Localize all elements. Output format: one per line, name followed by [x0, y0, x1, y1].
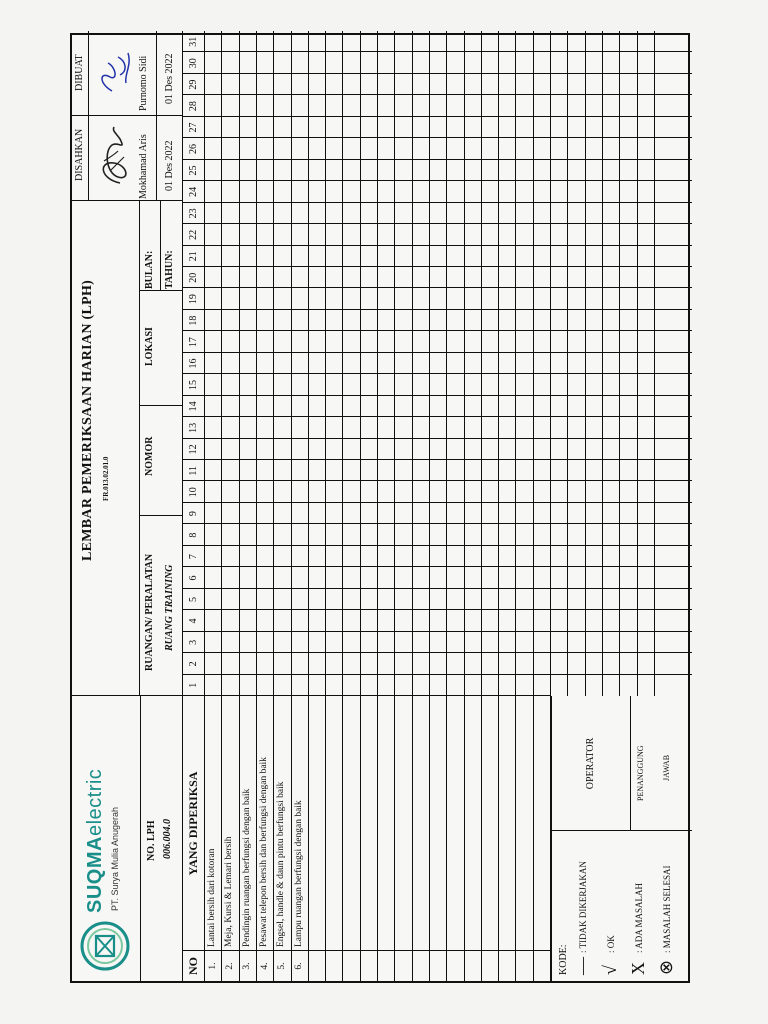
- day-header-18: 18: [187, 315, 199, 326]
- lph-form: [70, 33, 690, 983]
- day-header-3: 3: [187, 639, 199, 645]
- no-lph-label: NO. LPH: [146, 820, 157, 861]
- item-number: 1.: [207, 962, 218, 970]
- code-label: : ADA MASALAH: [634, 882, 644, 953]
- day-header-31: 31: [187, 36, 199, 47]
- code-label: : TIDAK DIKERJAKAN: [578, 861, 588, 953]
- day-header-12: 12: [187, 444, 199, 455]
- nomor-label: NOMOR: [144, 436, 155, 476]
- day-header-19: 19: [187, 294, 199, 305]
- item-text: Engsel, handle & daun pintu berfungsi baik: [276, 781, 287, 947]
- day-header-22: 22: [187, 229, 199, 240]
- day-header-26: 26: [187, 144, 199, 154]
- item-number: 6.: [294, 962, 305, 970]
- circled-cross-icon: ⊗: [656, 959, 676, 975]
- disahkan-date: 01 Des 2022: [164, 140, 175, 191]
- item-number: 5.: [276, 962, 287, 970]
- day-header-2: 2: [187, 661, 199, 667]
- item-text: Pesawat telepon bersih dan berfungsi dengan baik: [258, 757, 269, 947]
- form-header: [72, 31, 182, 981]
- item-text: Pendingin ruangan berfungsi dengan baik: [241, 788, 252, 947]
- dibuat-date: 01 Des 2022: [164, 53, 175, 104]
- ruangan-value: RUANG TRAINING: [164, 564, 175, 651]
- day-header-7: 7: [187, 554, 199, 560]
- day-header-5: 5: [187, 596, 199, 602]
- form-code: FR.013.02.01.0: [102, 456, 110, 501]
- disahkan-signature: [90, 121, 140, 191]
- check-icon: √: [600, 965, 620, 975]
- day-header-14: 14: [187, 401, 199, 412]
- day-header-1: 1: [187, 682, 199, 688]
- day-header-13: 13: [187, 422, 199, 433]
- day-header-27: 27: [187, 122, 199, 133]
- day-header-24: 24: [187, 186, 199, 197]
- day-header-8: 8: [187, 532, 199, 538]
- disahkan-label: DISAHKAN: [74, 128, 85, 181]
- day-header-30: 30: [187, 58, 199, 69]
- suqma-logo-icon: [78, 919, 132, 973]
- day-header-20: 20: [187, 272, 199, 283]
- code-label: : OK: [606, 935, 616, 953]
- dibuat-signature: [90, 41, 140, 101]
- day-header-25: 25: [187, 165, 199, 176]
- lokasi-label: LOKASI: [144, 327, 155, 366]
- tahun-label: TAHUN:: [164, 250, 175, 289]
- no-lph-value: 006.004.0: [162, 819, 173, 859]
- day-header-6: 6: [187, 575, 199, 581]
- code-label: : MASALAH SELESAI: [662, 865, 672, 953]
- day-header-11: 11: [187, 465, 199, 476]
- form-footer: [550, 696, 692, 981]
- dibuat-name: Purnomo Sidi: [138, 55, 149, 111]
- day-header-17: 17: [187, 337, 199, 348]
- item-number: 4.: [259, 962, 270, 970]
- disahkan-name: Mokhamad Aris: [138, 134, 149, 199]
- item-text: Meja, Kursi & Lemari bersih: [224, 836, 235, 947]
- day-header-23: 23: [187, 208, 199, 219]
- dash-icon: —: [572, 957, 592, 975]
- no-column-header: NO: [185, 957, 200, 975]
- item-column-header: YANG DIPERIKSA: [185, 771, 200, 876]
- bulan-label: BULAN:: [144, 250, 155, 289]
- kode-label: KODE:: [558, 944, 569, 975]
- cross-icon: X: [628, 962, 648, 975]
- day-header-28: 28: [187, 101, 199, 112]
- item-text: Lantai bersih dari kotoran: [207, 848, 217, 947]
- item-text: Lampu ruangan berfungsi dengan baik: [293, 800, 304, 947]
- page-title: LEMBAR PEMERIKSAAN HARIAN (LPH): [80, 279, 95, 561]
- dibuat-label: DIBUAT: [74, 54, 85, 91]
- operator-label: OPERATOR: [584, 737, 596, 790]
- day-header-9: 9: [187, 511, 199, 517]
- item-number: 3.: [242, 962, 253, 970]
- item-number: 2.: [224, 962, 235, 970]
- day-header-16: 16: [187, 358, 199, 369]
- day-header-4: 4: [187, 618, 199, 624]
- day-header-21: 21: [187, 251, 199, 262]
- day-header-10: 10: [187, 487, 199, 498]
- company-subtitle: PT. Surya Mulia Anugerah: [110, 806, 120, 911]
- day-header-29: 29: [187, 79, 199, 90]
- pj-label-1: PENANGGUNG: [636, 745, 645, 801]
- day-header-15: 15: [187, 379, 199, 390]
- pj-label-2: JAWAB: [662, 754, 671, 781]
- logo-wordmark: SUQMAelectric: [84, 768, 106, 913]
- company-logo: [76, 705, 136, 975]
- ruangan-label: RUANGAN/ PERALATAN: [144, 553, 155, 671]
